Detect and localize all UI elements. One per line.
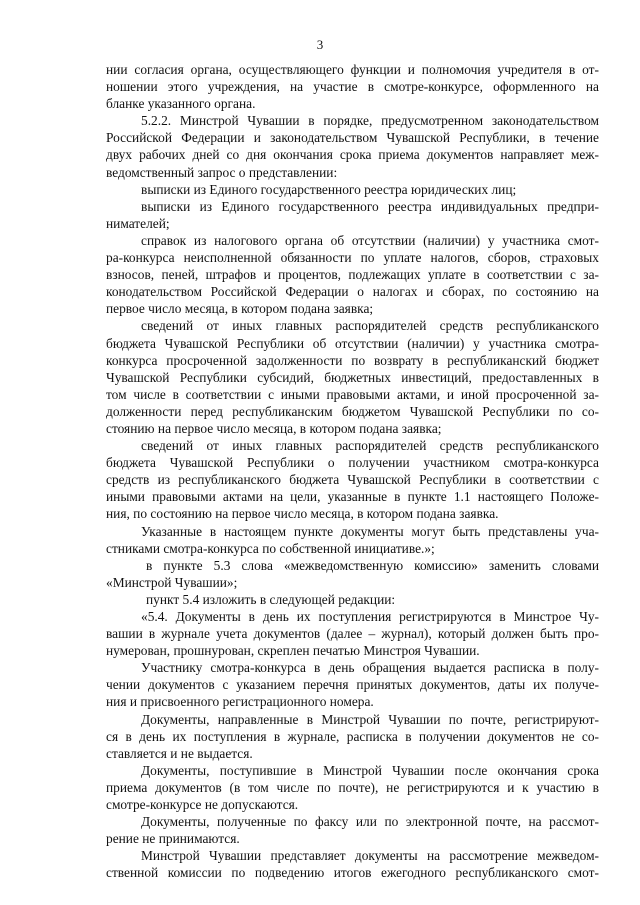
text-line: взносов, пеней, штрафов и процентов, подлежащих уплате в соответствии с за- (106, 267, 599, 283)
text-line: долженности перед республиканским бюджетом Чувашской Республики по со- (106, 403, 599, 419)
text-line: смотре-конкурсе не допускаются. (106, 797, 299, 813)
text-line: иными правовыми актами на цели, указанные в пункте 1.1 настоящего Положе- (106, 489, 599, 505)
text-line: Участнику смотра-конкурса в день обращения выдается расписка в полу- (141, 660, 599, 676)
text-line: Российской Федерации и законодательством Чувашской Республики, в течение (106, 130, 599, 146)
text-line: первое число месяца, в котором подана заявка; (106, 301, 374, 317)
text-line: Документы, поступившие в Минстрой Чувашии после окончания срока (141, 762, 599, 778)
text-line: Документы, направленные в Минстрой Чувашии по почте, регистрируют- (141, 711, 599, 727)
text-line: бюджета Чувашской Республики о получении участником смотра-конкурса (106, 455, 599, 471)
text-line: выписки из Единого государственного реестра индивидуальных предпри- (141, 198, 599, 214)
text-line: Указанные в настоящем пункте документы могут быть представлены уча- (141, 523, 599, 539)
text-line: ставляется и не выдается. (106, 745, 253, 761)
text-line: приема документов (в том числе по почте), не регистрируются и к участию в (106, 779, 599, 795)
text-line: чении документов с указанием перечня принятых документов, даты их получе- (106, 677, 599, 693)
text-line: Чувашской Республики субсидий, бюджетных инвестиций, предоставленных в (106, 369, 599, 385)
text-line: пункт 5.4 изложить в следующей редакции: (146, 591, 396, 607)
text-line: стниками смотра-конкурса по собственной инициативе.»; (106, 540, 435, 556)
text-line: нии согласия органа, осуществляющего функции и полномочия учредителя в от- (106, 62, 599, 77)
page-number: 3 (316, 37, 324, 52)
text-line: рение не принимаются. (106, 831, 240, 847)
body-text (106, 61, 599, 882)
text-line: том числе в соответствии с иными правовыми актами, и иной просроченной за- (106, 386, 599, 402)
text-line: сведений от иных главных распорядителей средств республиканского (141, 318, 599, 334)
text-line: сведений от иных главных распорядителей средств республиканского (141, 438, 599, 454)
text-line: Документы, полученные по факсу или по электронной почте, на рассмот- (141, 814, 599, 830)
text-line: ния, по состоянию на первое число месяца, в котором подана заявка. (106, 506, 499, 522)
text-line: «Минстрой Чувашии»; (106, 574, 238, 590)
text-line: двух рабочих дней со дня окончания срока приема документов направляет меж- (106, 147, 599, 163)
text-line: конодательством Российской Федерации о налогах и сборах, по состоянию на (106, 284, 599, 300)
text-line: Минстрой Чувашии представляет документы на рассмотрение межведом- (141, 848, 599, 864)
text-line: ния и присвоенного регистрационного номера. (106, 694, 374, 710)
text-line: 5.2.2. Минстрой Чувашии в порядке, предусмотренном законодательством (141, 113, 599, 129)
text-line: ся в день их поступления в журнале, расписка в получении документов не со- (106, 728, 599, 744)
text-line: нумерован, прошнурован, скреплен печатью Минстроя Чувашии. (106, 643, 480, 659)
text-line: ственной комиссии по подведению итогов ежегодного республиканского смот- (106, 865, 599, 881)
text-line: ра-конкурса неисполненной обязанности по уплате налогов, сборов, страховых (106, 250, 599, 266)
text-line: конкурса просроченной задолженности по возврату в республиканский бюджет (106, 352, 599, 368)
text-line: ношении этого учреждения, на участие в смотре-конкурсе, оформленного на (106, 79, 599, 95)
text-line: нимателей; (106, 215, 170, 231)
text-line: «5.4. Документы в день их поступления регистрируются в Минстрое Чу- (141, 609, 599, 624)
text-line: выписки из Единого государственного реестра юридических лиц; (141, 181, 517, 197)
text-line: бланке указанного органа. (106, 96, 256, 112)
text-line: бюджета Чувашской Республики об отсутствии (наличии) у участника смотра- (106, 335, 599, 351)
text-line: справок из налогового органа об отсутствии (наличии) у участника смот- (141, 232, 599, 248)
text-line: стоянию на первое число месяца, в котором подана заявка; (106, 420, 442, 436)
text-line: в пункте 5.3 слова «межведомственную комиссию» заменить словами (146, 557, 599, 573)
text-line: вашии в журнале учета документов (далее – журнал), который должен быть про- (106, 626, 599, 642)
text-line: ведомственный запрос о представлении: (106, 164, 338, 180)
text-line: средств из республиканского бюджета Чувашской Республики в соответствии с (106, 472, 599, 488)
